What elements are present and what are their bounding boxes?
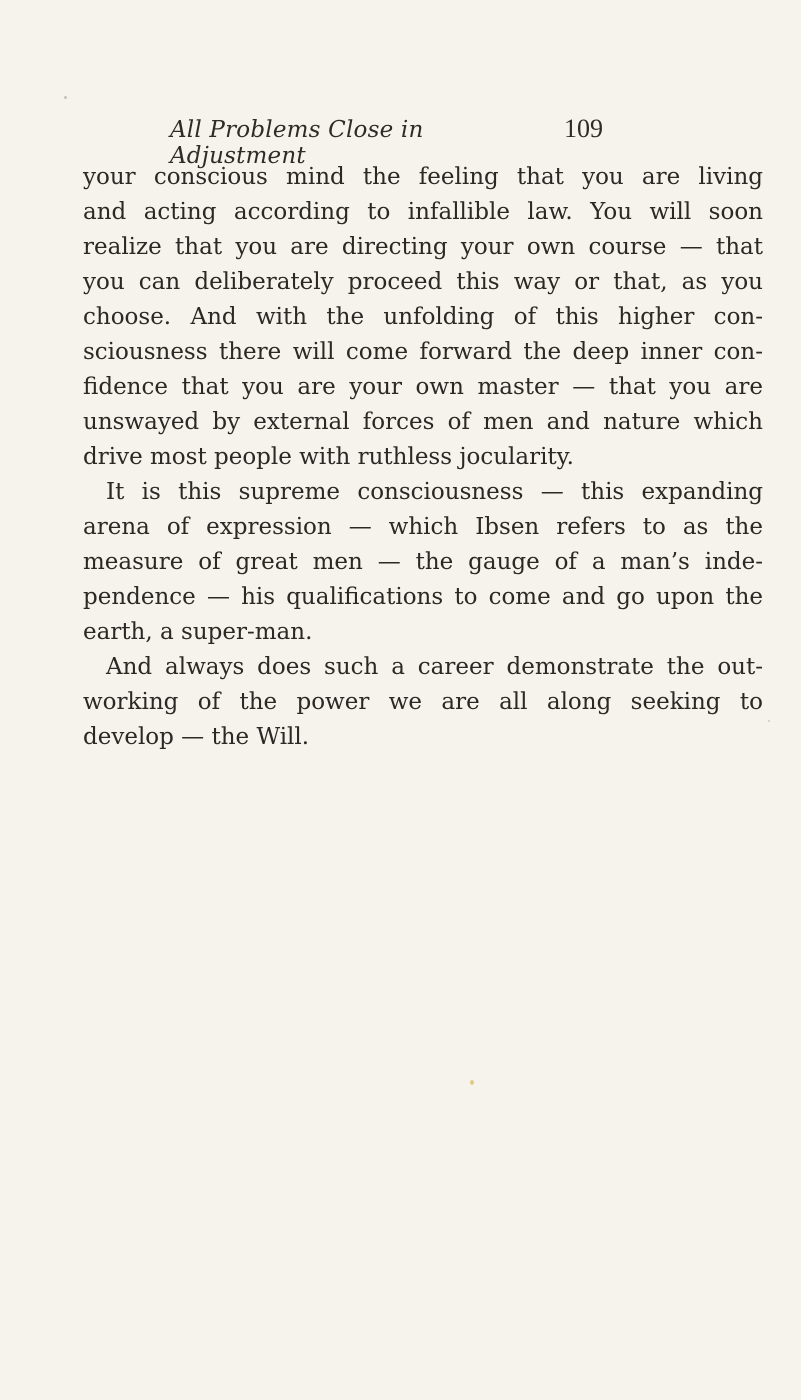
text-line: choose. And with the unfolding of this higher con- [83,304,763,330]
text-line: And always does such a career demonstrate the out- [106,654,763,680]
text-line: working of the power we are all along seeking to [83,689,763,715]
paragraph [83,475,763,650]
page-number: 109 [564,114,603,143]
text-line: drive most people with ruthless jocularity. [83,444,574,470]
text-line: earth, a super-man. [83,619,313,645]
text-line: It is this supreme consciousness — this expanding [106,479,763,505]
paragraph [83,650,763,755]
text-line: and acting according to infallible law. You will soon [83,199,763,225]
running-title: All Problems Close in Adjustment [170,117,424,169]
text-line: develop — the Will. [83,724,310,750]
text-line: arena of expression — which Ibsen refers to as the [83,514,763,540]
text-line: you can deliberately proceed this way or that, as you [83,269,763,295]
text-line: measure of great men — the gauge of a man’s inde- [83,549,763,575]
body-text [83,160,763,755]
text-line: your conscious mind the feeling that you are living [83,164,763,190]
paper-speck [64,96,67,99]
running-head [170,114,603,169]
text-line: pendence — his qualifications to come and go upon the [83,584,763,610]
text-line: unswayed by external forces of men and nature which [83,409,763,435]
text-line: sciousness there will come forward the deep inner con- [83,339,763,365]
paragraph [83,160,763,475]
text-line: realize that you are directing your own course — that [83,234,763,260]
text-line: fidence that you are your own master — that you are [83,374,763,400]
paper-speck [768,720,770,722]
paper-speck [470,1080,474,1085]
